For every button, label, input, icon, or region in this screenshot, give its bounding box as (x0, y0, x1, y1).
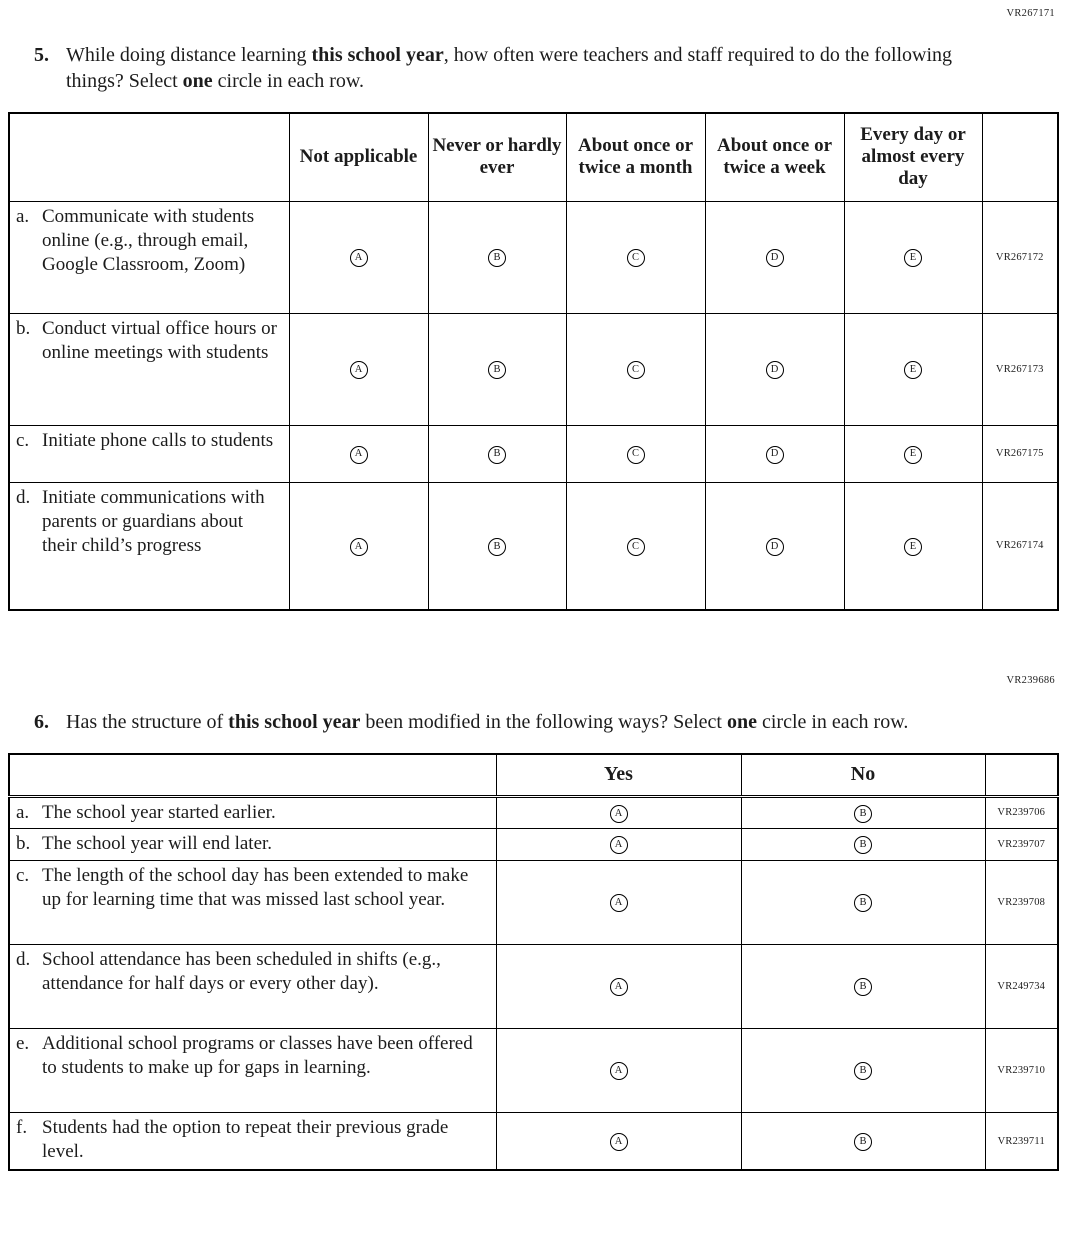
row-text: Initiate communications with parents or guardians about their child’s progress (42, 486, 265, 557)
column-header: Not applicable (289, 113, 428, 201)
question-5-table (8, 112, 1059, 611)
option-circle-C[interactable]: C (627, 361, 645, 379)
row-text: School attendance has been scheduled in shifts (e.g., attendance for half days or every other day). (42, 948, 441, 995)
option-circle-B[interactable]: B (488, 361, 506, 379)
option-cell (705, 482, 844, 610)
prompt-segment: circle in each row. (212, 70, 365, 92)
column-header: Never or hardly ever (428, 113, 566, 201)
form-code-q5: VR267171 (1006, 8, 1055, 19)
option-circle-A[interactable]: A (350, 538, 368, 556)
option-cell (705, 313, 844, 425)
option-circle-A[interactable]: A (610, 1133, 628, 1151)
table-row (9, 860, 1058, 944)
prompt-segment: , how often were teachers and staff required to do the following things? Select (66, 44, 953, 92)
row-code: VR267174 (982, 482, 1058, 610)
row-item (9, 1112, 496, 1170)
question-6 (34, 709, 1037, 735)
option-cell (496, 1028, 741, 1112)
row-item (9, 313, 289, 425)
row-item (9, 425, 289, 482)
row-code: VR239706 (985, 796, 1058, 828)
option-cell (844, 425, 982, 482)
option-circle-D[interactable]: D (766, 249, 784, 267)
option-cell (289, 313, 428, 425)
option-circle-C[interactable]: C (627, 446, 645, 464)
row-text: The school year will end later. (42, 832, 273, 854)
option-circle-A[interactable]: A (350, 361, 368, 379)
row-item (9, 201, 289, 313)
option-cell (428, 482, 566, 610)
row-letter: a. (16, 205, 30, 227)
row-item-text (16, 832, 490, 856)
option-cell (741, 1112, 985, 1170)
row-text: Students had the option to repeat their previous grade level. (42, 1116, 449, 1163)
table-row (9, 425, 1058, 482)
row-code: VR249734 (985, 944, 1058, 1028)
prompt-segment: this school year (311, 44, 444, 66)
row-letter: b. (16, 317, 31, 339)
option-circle-A[interactable]: A (610, 978, 628, 996)
option-circle-B[interactable]: B (488, 249, 506, 267)
table-row (9, 313, 1058, 425)
option-circle-A[interactable]: A (610, 894, 628, 912)
column-header: Yes (496, 754, 741, 796)
option-cell (289, 425, 428, 482)
option-cell (705, 425, 844, 482)
option-cell (566, 313, 705, 425)
option-cell (741, 860, 985, 944)
table-row (9, 482, 1058, 610)
option-cell (844, 201, 982, 313)
table-row (9, 944, 1058, 1028)
option-circle-A[interactable]: A (350, 446, 368, 464)
prompt-segment: Has the structure of (66, 711, 229, 733)
option-circle-E[interactable]: E (904, 249, 922, 267)
option-cell (496, 828, 741, 860)
option-cell (289, 201, 428, 313)
row-text: The length of the school day has been extended to make up for learning time that was missed last school year. (42, 864, 469, 911)
option-circle-E[interactable]: E (904, 361, 922, 379)
option-cell (741, 1028, 985, 1112)
row-item-text (16, 317, 283, 366)
row-letter: a. (16, 801, 30, 823)
option-cell (705, 201, 844, 313)
row-code: VR239708 (985, 860, 1058, 944)
row-code: VR267175 (982, 425, 1058, 482)
option-circle-B[interactable]: B (488, 446, 506, 464)
option-circle-B[interactable]: B (854, 1133, 872, 1151)
header-row (9, 754, 1058, 796)
stub-header-cell (9, 113, 289, 201)
option-cell (496, 860, 741, 944)
option-circle-E[interactable]: E (904, 538, 922, 556)
row-code: VR267172 (982, 201, 1058, 313)
option-cell (741, 944, 985, 1028)
row-item (9, 482, 289, 610)
prompt-segment: circle in each row. (756, 711, 909, 733)
option-cell (496, 1112, 741, 1170)
row-item-text (16, 486, 283, 559)
row-item (9, 828, 496, 860)
prompt-segment: this school year (228, 711, 361, 733)
question-5 (34, 42, 1037, 94)
option-circle-D[interactable]: D (766, 538, 784, 556)
option-circle-E[interactable]: E (904, 446, 922, 464)
row-item-text (16, 801, 490, 825)
option-circle-B[interactable]: B (854, 1062, 872, 1080)
column-header: No (741, 754, 985, 796)
column-header: About once or twice a month (566, 113, 705, 201)
prompt-segment: one (726, 711, 757, 733)
option-cell (844, 313, 982, 425)
table-row (9, 1028, 1058, 1112)
prompt-segment: been modified in the following ways? Select (360, 711, 727, 733)
option-circle-C[interactable]: C (627, 249, 645, 267)
row-code: VR239711 (985, 1112, 1058, 1170)
option-circle-A[interactable]: A (350, 249, 368, 267)
option-circle-A[interactable]: A (610, 805, 628, 823)
row-item-text (16, 1116, 490, 1165)
option-cell (566, 201, 705, 313)
row-item-text (16, 205, 283, 278)
row-code: VR267173 (982, 313, 1058, 425)
row-letter: c. (16, 429, 30, 451)
option-circle-B[interactable]: B (854, 805, 872, 823)
row-item-text (16, 429, 283, 453)
table-row (9, 796, 1058, 828)
option-circle-D[interactable]: D (766, 446, 784, 464)
option-circle-B[interactable]: B (854, 978, 872, 996)
question-6-prompt (66, 709, 966, 735)
table-row (9, 201, 1058, 313)
table-row (9, 828, 1058, 860)
option-cell (566, 482, 705, 610)
option-cell (496, 944, 741, 1028)
row-item (9, 1028, 496, 1112)
table-row (9, 1112, 1058, 1170)
option-circle-B[interactable]: B (854, 836, 872, 854)
option-cell (428, 201, 566, 313)
row-letter: f. (16, 1116, 28, 1138)
row-text: Initiate phone calls to students (42, 429, 274, 451)
question-5-prompt (66, 42, 966, 94)
form-code-q6: VR239686 (1006, 675, 1055, 686)
option-cell (496, 796, 741, 828)
question-5-number: 5. (34, 44, 49, 66)
option-cell (844, 482, 982, 610)
prompt-segment: While doing distance learning (66, 44, 312, 66)
row-item (9, 796, 496, 828)
question-6-number: 6. (34, 711, 49, 733)
column-header: Every day or almost every day (844, 113, 982, 201)
row-item-text (16, 864, 490, 913)
row-code: VR239710 (985, 1028, 1058, 1112)
row-letter: d. (16, 486, 31, 508)
row-text: Conduct virtual office hours or online meetings with students (42, 317, 277, 363)
row-item-text (16, 948, 490, 997)
code-column-header (985, 754, 1058, 796)
option-cell (289, 482, 428, 610)
stub-header-cell (9, 754, 496, 796)
row-letter: d. (16, 948, 31, 970)
option-cell (428, 313, 566, 425)
option-circle-A[interactable]: A (610, 1062, 628, 1080)
option-circle-C[interactable]: C (627, 538, 645, 556)
row-letter: e. (16, 1032, 30, 1054)
option-circle-A[interactable]: A (610, 836, 628, 854)
row-item (9, 860, 496, 944)
option-cell (428, 425, 566, 482)
column-header: About once or twice a week (705, 113, 844, 201)
option-circle-B[interactable]: B (488, 538, 506, 556)
row-item-text (16, 1032, 490, 1081)
row-item (9, 944, 496, 1028)
code-column-header (982, 113, 1058, 201)
row-text: Communicate with students online (e.g., through email, Google Classroom, Zoom) (42, 205, 255, 276)
row-letter: c. (16, 864, 30, 886)
option-cell (566, 425, 705, 482)
option-circle-D[interactable]: D (766, 361, 784, 379)
row-code: VR239707 (985, 828, 1058, 860)
header-row (9, 113, 1058, 201)
option-cell (741, 828, 985, 860)
row-text: Additional school programs or classes have been offered to students to make up for gaps in learning. (42, 1032, 473, 1079)
option-cell (741, 796, 985, 828)
option-circle-B[interactable]: B (854, 894, 872, 912)
row-letter: b. (16, 832, 31, 854)
row-text: The school year started earlier. (42, 801, 276, 823)
question-6-table (8, 753, 1059, 1171)
prompt-segment: one (182, 70, 213, 92)
